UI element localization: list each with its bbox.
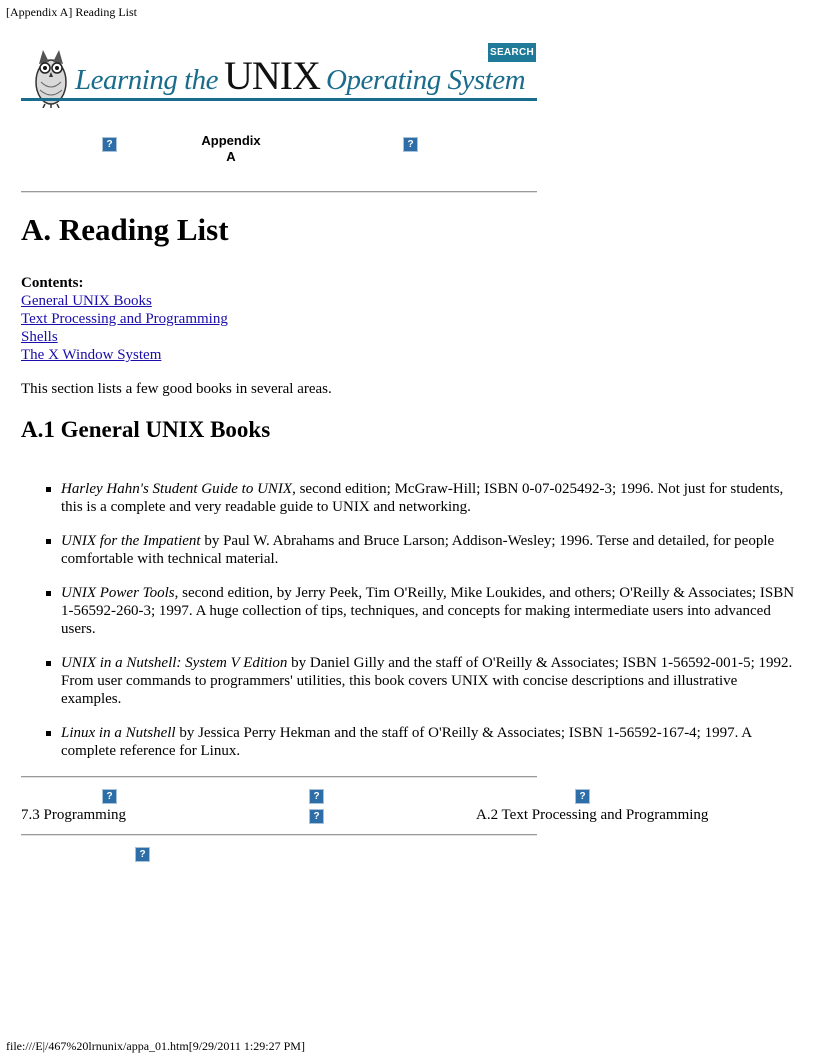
appendix-label-line2: A	[226, 149, 236, 164]
banner-rule	[21, 98, 537, 101]
list-item	[21, 532, 797, 568]
next-nav-icon[interactable]: ?	[403, 137, 418, 152]
contents-heading: Contents:	[21, 275, 84, 291]
appendix-label	[196, 133, 266, 165]
section-heading: A.1 General UNIX Books	[21, 417, 271, 442]
list-item	[21, 724, 797, 760]
toc-link-general-unix-books[interactable]: General UNIX Books	[21, 293, 152, 309]
list-item	[21, 654, 797, 708]
banner-title	[75, 52, 525, 99]
contents-list	[21, 292, 228, 364]
next-page-icon[interactable]: ?	[575, 789, 590, 804]
banner-operating-system: Operating System	[326, 64, 526, 96]
book-list	[21, 480, 797, 776]
divider-bottom-2	[21, 834, 537, 836]
search-button[interactable]: SEARCH	[488, 43, 536, 62]
divider-bottom-1	[21, 776, 537, 778]
banner	[21, 42, 537, 114]
toc-link-text-processing[interactable]: Text Processing and Programming	[21, 311, 228, 327]
next-page-link[interactable]: A.2 Text Processing and Programming	[476, 807, 709, 823]
book-details: by Daniel Gilly and the staff of O'Reilly & Associates; ISBN 1-56592-001-5; 1992. From user commands to programmers' utilities, this book covers UNIX with concise descriptions and illustrative examples.	[61, 655, 793, 707]
book-details: by Paul W. Abrahams and Bruce Larson; Addison-Wesley; 1996. Terse and detailed, for people comfortable with technical material.	[61, 533, 775, 567]
toc-link-x-window-system[interactable]: The X Window System	[21, 347, 162, 363]
book-title: Harley Hahn's Student Guide to UNIX	[61, 481, 293, 497]
banner-learning: Learning the	[75, 64, 219, 96]
list-item	[21, 480, 797, 516]
book-title: Linux in a Nutshell	[61, 725, 176, 741]
book-title: UNIX in a Nutshell: System V Edition	[61, 655, 288, 671]
book-details: by Jessica Perry Hekman and the staff of O'Reilly & Associates; ISBN 1-56592-167-4; 1997. A complete reference for Linux.	[61, 725, 752, 759]
index-icon[interactable]: ?	[309, 809, 324, 824]
previous-nav-icon[interactable]: ?	[102, 137, 117, 152]
appendix-label-line1: Appendix	[201, 133, 261, 148]
library-home-icon[interactable]: ?	[135, 847, 150, 862]
banner-unix: UNIX	[224, 53, 321, 98]
divider-top	[21, 191, 537, 193]
toc-link-shells[interactable]: Shells	[21, 329, 58, 345]
print-footer: file:///E|/467%20lrnunix/appa_01.htm[9/29/2011 1:29:27 PM]	[6, 1039, 305, 1053]
book-title: UNIX Power Tools	[61, 585, 175, 601]
up-icon[interactable]: ?	[309, 789, 324, 804]
previous-page-icon[interactable]: ?	[102, 789, 117, 804]
page-title: A. Reading List	[21, 212, 229, 247]
prev-page-link[interactable]: 7.3 Programming	[21, 807, 126, 823]
book-details: , second edition, by Jerry Peek, Tim O'Reilly, Mike Loukides, and others; O'Reilly & Associates; ISBN 1-56592-260-3; 1997. A huge collection of tips, techniques, and concepts for making intermediate users into advanced users.	[61, 585, 795, 637]
book-title: UNIX for the Impatient	[61, 533, 201, 549]
list-item	[21, 584, 797, 638]
book-details: , second edition; McGraw-Hill; ISBN 0-07-025492-3; 1996. Not just for students, this is a complete and very readable guide to UNIX and networking.	[61, 481, 784, 515]
print-header: [Appendix A] Reading List	[6, 5, 137, 19]
intro-text: This section lists a few good books in several areas.	[21, 381, 332, 397]
